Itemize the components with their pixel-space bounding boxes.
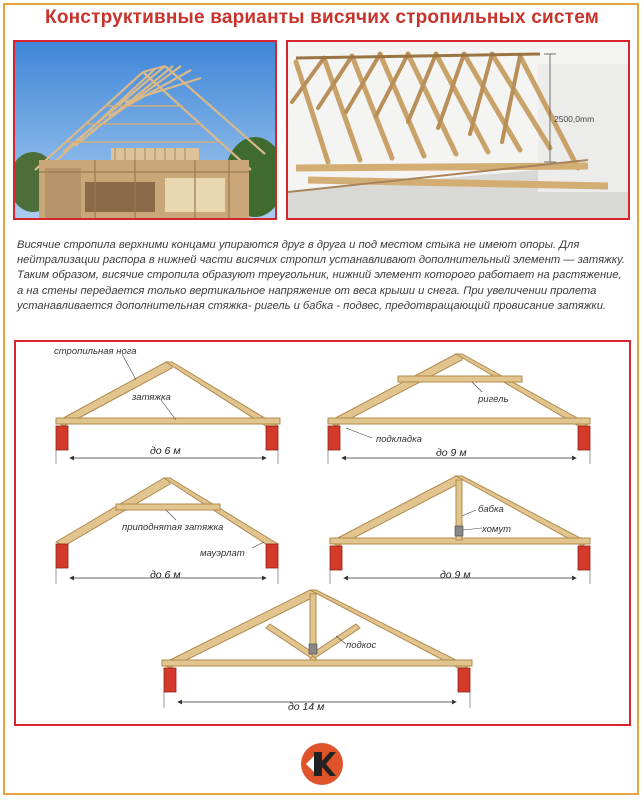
scheme-5-struts <box>162 590 472 713</box>
brand-logo-icon <box>300 742 344 786</box>
label-raised-tie: приподнятая затяжка <box>122 522 224 533</box>
render-height-label: 2500,0mm <box>554 114 595 124</box>
span-label-5: до 14 м <box>288 701 325 713</box>
span-label-3: до 6 м <box>150 569 181 581</box>
scheme-4-king-post <box>330 476 590 584</box>
scheme-3-raised-tie <box>56 478 278 584</box>
render-illustration <box>288 42 628 218</box>
scheme-1-simple-truss <box>54 346 280 464</box>
scheme-2-collar-truss <box>328 354 590 464</box>
photo-illustration <box>15 42 275 218</box>
label-pad: подкладка <box>376 434 422 445</box>
page-title: Конструктивные варианты висячих стропильных систем <box>45 7 599 28</box>
label-tie: затяжка <box>132 392 171 403</box>
label-collar: ригель <box>478 394 509 405</box>
span-label-2: до 9 м <box>436 447 467 459</box>
description-text: Висячие стропила верхними концами упираются друг в друга и под местом стыка не имеют опоры. Для нейтрализации распора в нижней части висячих стропил устанавливают дополнительный элемент — затяжку. Таким образом, висячие стропила образуют треугольник, нижний элемент которого работает на растяжение, а на стены передается только вертикальное напряжение от веса крыши и снега. При увеличении пролета устанавливается дополнительная стяжка- ригель и бабка - подвес, предотвращающий провисание затяжки. <box>17 239 625 312</box>
photo-truss-construction <box>13 40 277 220</box>
label-strut: подкос <box>346 640 377 651</box>
label-wall-plate: мауэрлат <box>200 548 245 559</box>
truss-schemes-panel <box>14 340 631 726</box>
span-label-4: до 9 м <box>440 569 471 581</box>
span-label-1: до 6 м <box>150 445 181 457</box>
label-clamp: хомут <box>482 524 511 535</box>
label-king-post: бабка <box>478 504 504 515</box>
truss-schemes <box>16 342 629 724</box>
label-rafter: стропильная нога <box>54 346 137 357</box>
render-rafter-system <box>286 40 630 220</box>
